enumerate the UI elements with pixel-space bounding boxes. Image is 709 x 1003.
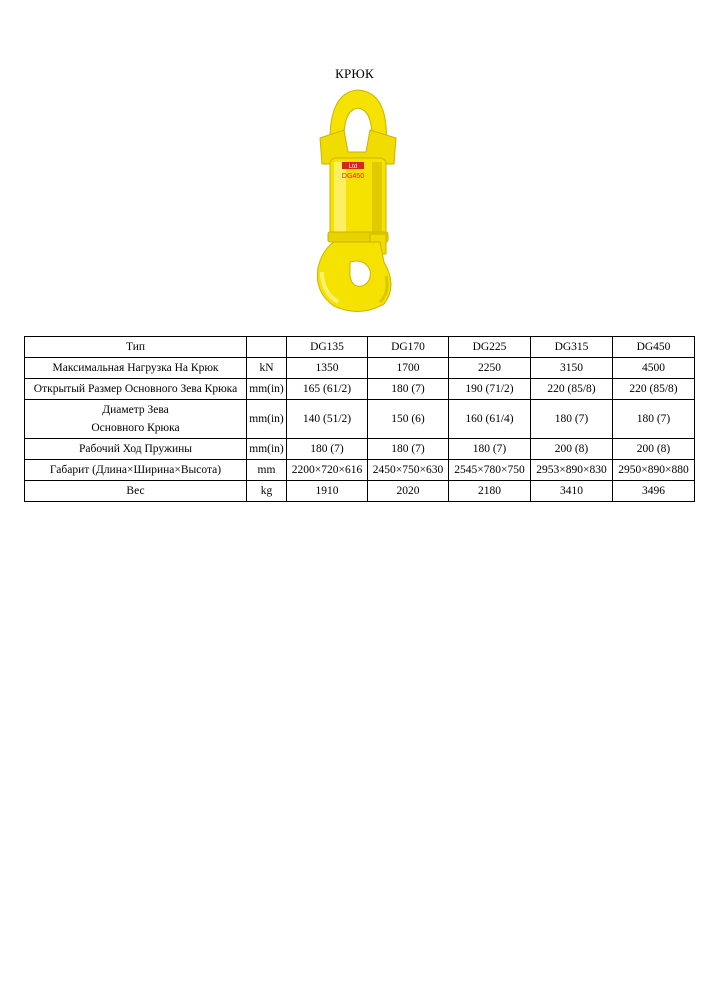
row-name-line: Основного Крюка	[91, 422, 180, 434]
row-name: Вес	[25, 481, 247, 502]
spec-table	[24, 336, 695, 502]
row-unit: kg	[247, 481, 287, 502]
table-row	[25, 439, 695, 460]
row-value: 2545×780×750	[449, 460, 531, 481]
page-title: КРЮК	[335, 66, 374, 81]
header-model: DG450	[613, 337, 695, 358]
row-value: 2450×750×630	[368, 460, 449, 481]
row-value: 180 (7)	[368, 379, 449, 400]
row-value: 150 (6)	[368, 400, 449, 439]
row-value: 4500	[613, 358, 695, 379]
row-value: 200 (8)	[613, 439, 695, 460]
row-value: 2250	[449, 358, 531, 379]
row-value: 3496	[613, 481, 695, 502]
row-value: 180 (7)	[287, 439, 368, 460]
row-value: 160 (61/4)	[449, 400, 531, 439]
header-model: DG135	[287, 337, 368, 358]
row-value: 180 (7)	[368, 439, 449, 460]
row-unit: mm(in)	[247, 439, 287, 460]
row-name	[25, 400, 247, 439]
row-value: 2020	[368, 481, 449, 502]
row-value: 2200×720×616	[287, 460, 368, 481]
row-value: 3150	[531, 358, 613, 379]
row-name: Максимальная Нагрузка На Крюк	[25, 358, 247, 379]
row-unit: mm(in)	[247, 400, 287, 439]
table-row	[25, 358, 695, 379]
row-value: 1910	[287, 481, 368, 502]
row-value: 1700	[368, 358, 449, 379]
header-type: Тип	[25, 337, 247, 358]
row-name: Рабочий Ход Пружины	[25, 439, 247, 460]
hook-marking-model: DG450	[341, 173, 365, 180]
row-value: 180 (7)	[613, 400, 695, 439]
table-header-row	[25, 337, 695, 358]
header-model: DG315	[531, 337, 613, 358]
hook-marking-brand: Ltd	[348, 164, 358, 170]
row-value: 180 (7)	[531, 400, 613, 439]
row-unit: mm(in)	[247, 379, 287, 400]
row-value: 165 (61/2)	[287, 379, 368, 400]
row-value: 3410	[531, 481, 613, 502]
row-name-line: Диаметр Зева	[102, 404, 169, 416]
row-value: 1350	[287, 358, 368, 379]
row-value: 2950×890×880	[613, 460, 695, 481]
row-value: 180 (7)	[449, 439, 531, 460]
table-row	[25, 481, 695, 502]
row-unit: mm	[247, 460, 287, 481]
row-value: 2953×890×830	[531, 460, 613, 481]
hook-icon	[300, 86, 415, 316]
row-value: 220 (85/8)	[531, 379, 613, 400]
row-name: Открытый Размер Основного Зева Крюка	[25, 379, 247, 400]
header-unit	[247, 337, 287, 358]
table-row	[25, 379, 695, 400]
row-unit: kN	[247, 358, 287, 379]
row-value: 220 (85/8)	[613, 379, 695, 400]
row-value: 200 (8)	[531, 439, 613, 460]
header-model: DG170	[368, 337, 449, 358]
row-value: 2180	[449, 481, 531, 502]
header-model: DG225	[449, 337, 531, 358]
row-value: 140 (51/2)	[287, 400, 368, 439]
row-value: 190 (71/2)	[449, 379, 531, 400]
table-row	[25, 460, 695, 481]
table-row	[25, 400, 695, 439]
row-name: Габарит (Длина×Ширина×Высота)	[25, 460, 247, 481]
